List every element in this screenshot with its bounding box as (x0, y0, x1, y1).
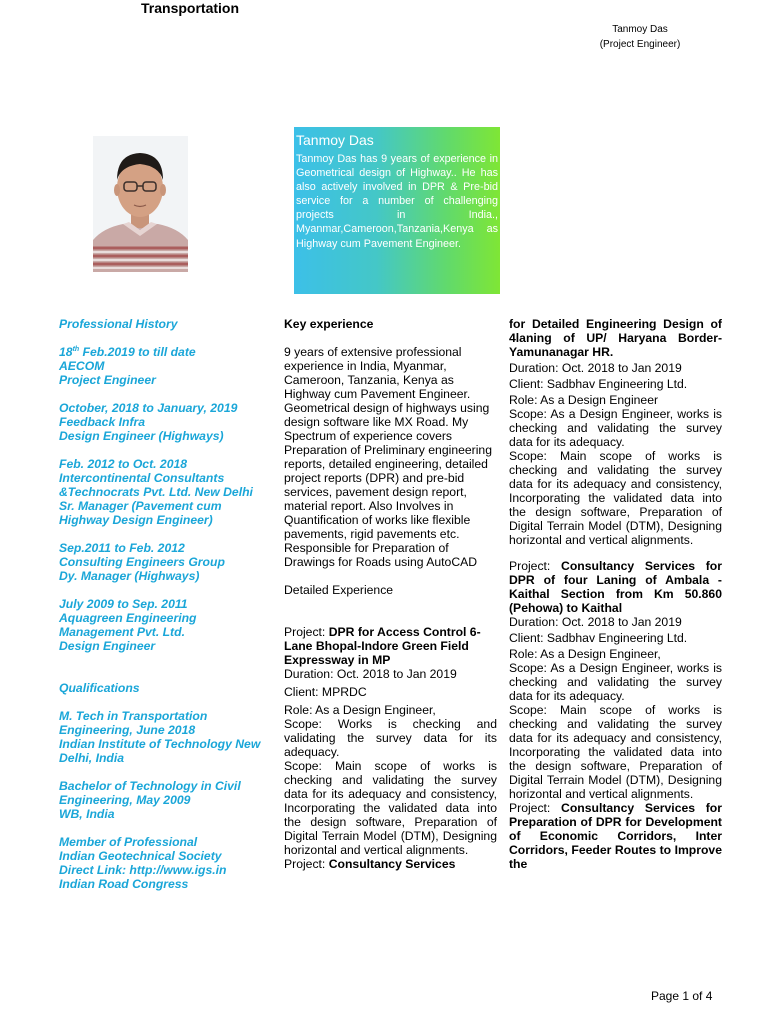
date-suffix: th (72, 345, 80, 353)
project-scope-detail: Scope: Main scope of works is checking and validating the survey data for its adequacy and consistency, Incorporating the validated data into the design software, Preparation of Digital Terrain Model (DTM), Designing horizontal and vertical alignments. (509, 703, 722, 801)
history-entry-company: Consulting Engineers Group (59, 555, 225, 569)
qualification-1 (59, 709, 274, 765)
date-rest: Feb.2019 to till date (79, 345, 196, 359)
history-entry-role: Project Engineer (59, 373, 156, 387)
profile-photo (93, 136, 188, 272)
profile-summary-box (294, 127, 500, 294)
project-label: Project: (509, 801, 562, 815)
history-entry-company: AECOM (59, 359, 105, 373)
project-label: Project: (284, 625, 329, 639)
author-name: Tanmoy Das (612, 24, 668, 35)
project-3-title-line (509, 559, 722, 615)
person-portrait-icon (93, 136, 188, 272)
document-header-title: Transportation (141, 0, 240, 16)
history-entry-role: Dy. Manager (Highways) (59, 569, 200, 583)
project-title: Consultancy Services for DPR of four Laning of Ambala - Kaithal Section from Km 50.860 (Pehowa) to Kaithal (509, 559, 722, 615)
qualification-2 (59, 779, 274, 821)
page-number: Page 1 of 4 (651, 989, 713, 1003)
project-title: Consultancy Services for Preparation of DPR for Development of Economic Corridors, Inter Corridors, Feeder Routes to Improve the (509, 801, 722, 871)
project-label: Project: (284, 857, 329, 871)
qualification-institute: Indian Institute of Technology New Delhi, India (59, 737, 261, 765)
history-entry-role: Sr. Manager (Pavement cum Highway Design Engineer) (59, 499, 222, 527)
project-2-start (284, 857, 497, 871)
project-label: Project: (509, 559, 562, 573)
project-role: Role: As a Design Engineer, (509, 647, 661, 661)
project-scope: Scope: Works is checking and validating the survey data for its adequacy. (284, 717, 497, 759)
project-client: Client: Sadbhav Engineering Ltd. (509, 377, 688, 391)
project-title: Consultancy Services (328, 857, 456, 871)
history-entry-company: Intercontinental Consultants &Technocrats Pvt. Ltd. New Delhi (59, 471, 253, 499)
project-client: Client: Sadbhav Engineering Ltd. (509, 631, 688, 645)
project-duration: Duration: Oct. 2018 to Jan 2019 (509, 361, 682, 375)
memberships (59, 835, 274, 891)
history-entry-date: Feb. 2012 to Oct. 2018 (59, 457, 188, 471)
history-entry-date: July 2009 to Sep. 2011 (59, 597, 188, 611)
project-duration: Duration: Oct. 2018 to Jan 2019 (284, 667, 457, 681)
qualification-place: WB, India (59, 807, 115, 821)
project-scope: Scope: As a Design Engineer, works is checking and validating the survey data for its adequacy. (509, 407, 722, 449)
project-role: Role: As a Design Engineer (509, 393, 659, 407)
detailed-experience-heading: Detailed Experience (284, 583, 394, 597)
history-entry-company: Feedback Infra (59, 415, 146, 429)
qualifications-heading: Qualifications (59, 681, 140, 695)
history-entry-role: Design Engineer (59, 639, 156, 653)
history-heading: Professional History (59, 317, 178, 331)
history-entry-4 (59, 541, 274, 583)
qualification-degree: Bachelor of Technology in Civil Engineering, May 2009 (59, 779, 241, 807)
left-column (59, 317, 274, 905)
key-experience-heading: Key experience (284, 317, 374, 331)
history-entry-date: Sep.2011 to Feb. 2012 (59, 541, 185, 555)
right-column (509, 317, 722, 871)
profile-summary: Tanmoy Das has 9 years of experience in Geometrical design of Highway.. He has also actively involved in DPR & Pre-bid service for a number of challenging projects in India., Myanmar,Cameroon,Tanzania,Kenya as Highway cum Pavement Engineer. (296, 153, 498, 250)
history-entry-role: Design Engineer (Highways) (59, 429, 224, 443)
project-client: Client: MPRDC (284, 685, 367, 699)
project-scope: Scope: As a Design Engineer, works is checking and validating the survey data for its adequacy. (509, 661, 722, 703)
middle-column (284, 317, 497, 871)
history-entry-company: Aquagreen Engineering Management Pvt. Ltd. (59, 611, 197, 639)
author-block (560, 22, 720, 52)
project-title-line (284, 625, 497, 667)
project-title-continued: for Detailed Engineering Design of 4laning of UP/ Haryana Border- Yamunanagar HR. (509, 317, 722, 359)
membership-item: Indian Geotechnical Society (59, 849, 222, 863)
membership-heading: Member of Professional (59, 835, 198, 849)
project-role: Role: As a Design Engineer, (284, 703, 436, 717)
author-role: (Project Engineer) (599, 39, 681, 50)
project-title: DPR for Access Control 6-Lane Bhopal-Indore Green Field Expressway in MP (284, 625, 481, 667)
date-day: 18 (59, 345, 73, 359)
history-entry-2 (59, 401, 274, 443)
membership-item: Indian Road Congress (59, 877, 189, 891)
project-1 (284, 625, 497, 871)
profile-name: Tanmoy Das (296, 132, 374, 148)
history-entry-date (59, 345, 274, 359)
project-4-title-line (509, 801, 722, 871)
project-scope-detail: Scope: Main scope of works is checking and validating the survey data for its adequacy and consistency, Incorporating the validated data into the design software, Preparation of Digital Terrain Model (DTM), Designing horizontal and vertical alignments. (284, 759, 497, 857)
project-scope-detail: Scope: Main scope of works is checking and validating the survey data for its adequacy and consistency, Incorporating the validated data into the design software, Preparation of Digital Terrain Model (DTM), Designing horizontal and vertical alignments. (509, 449, 722, 547)
key-experience-summary: 9 years of extensive professional experience in India, Myanmar, Cameroon, Tanzania, Kenya as Highway cum Pavement Engineer. Geometrical design of highways using design software like MX Road. My Spectrum of experience covers Preparation of Preliminary engineering reports, detailed engineering, detailed project reports (DPR) and pre-bid services, pavement design report, material report. Also Involves in Quantification of works like flexible pavements, rigid pavements etc. Responsible for Preparation of Drawings for Roads using AutoCAD (284, 345, 492, 569)
history-entry-5 (59, 597, 274, 653)
history-entry-1 (59, 345, 274, 387)
history-entry-3 (59, 457, 274, 527)
history-entry-date: October, 2018 to January, 2019 (59, 401, 238, 415)
project-duration: Duration: Oct. 2018 to Jan 2019 (509, 615, 682, 629)
membership-link[interactable]: Direct Link: http://www.igs.in (59, 863, 227, 877)
qualification-degree: M. Tech in Transportation Engineering, June 2018 (59, 709, 208, 737)
